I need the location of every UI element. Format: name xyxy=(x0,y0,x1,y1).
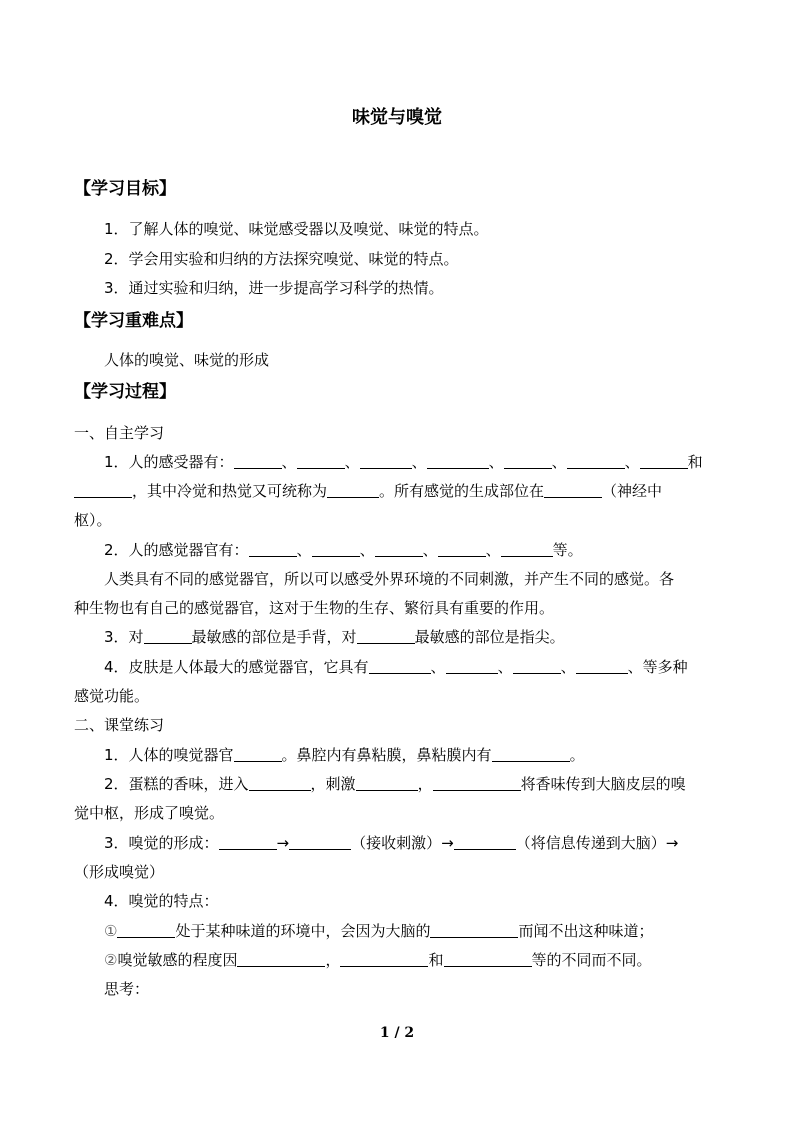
text-segment: ， xyxy=(325,951,341,969)
text-segment: 、 xyxy=(359,541,375,559)
answer-blank xyxy=(375,541,423,557)
section-heading-goals: 【学习目标】 xyxy=(74,179,176,199)
question-4-line-1 xyxy=(104,657,688,677)
text-segment: ， xyxy=(417,775,433,793)
answer-blank xyxy=(369,658,431,674)
section-heading-process: 【学习过程】 xyxy=(74,382,176,402)
text-segment: 、 xyxy=(296,541,312,559)
text-segment: 等。 xyxy=(552,541,583,559)
text-segment: ，刺激 xyxy=(310,775,356,793)
answer-blank xyxy=(356,775,418,791)
text-segment: （接收刺激） xyxy=(351,834,442,852)
text-segment: 最敏感的部位是手背，对 xyxy=(191,628,357,646)
text-segment: 2．人的感觉器官有： xyxy=(104,541,249,559)
text-segment: 1．人体的嗅觉器官 xyxy=(104,746,234,764)
question-2-line xyxy=(104,540,583,560)
text-segment: 嗅觉敏感的程度因 xyxy=(117,951,238,969)
part-heading-class-practice: 二、课堂练习 xyxy=(74,716,165,734)
text-segment: 4．皮肤是人体最大的感觉器官，它具有 xyxy=(104,658,369,676)
answer-blank xyxy=(544,482,602,498)
answer-blank xyxy=(433,775,521,791)
answer-blank xyxy=(444,951,532,967)
text-segment: → xyxy=(441,834,454,852)
answer-blank xyxy=(219,834,277,850)
answer-blank xyxy=(430,922,518,938)
answer-blank xyxy=(454,834,516,850)
text-segment: ，其中冷觉和热觉又可统称为 xyxy=(132,482,328,500)
text-segment: 3．嗅觉的形成： xyxy=(104,834,219,852)
practice-1-line xyxy=(104,745,585,765)
olfaction-trait-2 xyxy=(104,950,652,970)
text-segment: 、 xyxy=(411,453,427,471)
olfaction-trait-1 xyxy=(104,921,653,941)
answer-blank xyxy=(360,453,412,469)
goal-item: 1．了解人体的嗅觉、味觉感受器以及嗅觉、味觉的特点。 xyxy=(104,220,489,238)
document-title: 味觉与嗅觉 xyxy=(352,107,442,128)
paragraph-line: 人类具有不同的感觉器官，所以可以感受外界环境的不同刺激，并产生不同的感觉。各 xyxy=(104,570,675,588)
answer-blank xyxy=(144,628,192,644)
text-segment: （将信息传递到大脑） xyxy=(515,834,666,852)
question-4-line-2: 感觉功能。 xyxy=(74,687,150,705)
answer-blank xyxy=(289,834,351,850)
paragraph-line: 种生物也有自己的感觉器官，这对于生物的生存、繁衍具有重要的作用。 xyxy=(74,599,555,617)
page-number: 1 / 2 xyxy=(379,1025,415,1041)
text-segment: 。鼻腔内有鼻粘膜，鼻粘膜内有 xyxy=(281,746,492,764)
answer-blank xyxy=(567,453,625,469)
question-1-line-2 xyxy=(74,481,662,501)
answer-blank xyxy=(446,658,498,674)
answer-blank xyxy=(234,453,282,469)
answer-blank xyxy=(357,628,415,644)
text-segment: 和 xyxy=(428,951,444,969)
text-segment: 处于某种味道的环境中，会因为大脑的 xyxy=(175,922,431,940)
text-segment: → xyxy=(665,834,679,852)
answer-blank xyxy=(576,658,628,674)
text-segment: 等的不同而不同。 xyxy=(531,951,652,969)
text-segment: 将香味传到大脑皮层的嗅 xyxy=(520,775,686,793)
answer-blank xyxy=(237,951,325,967)
text-segment: 、 xyxy=(281,453,297,471)
text-segment: 最敏感的部位是指尖。 xyxy=(414,628,565,646)
think-label: 思考： xyxy=(104,980,150,998)
text-segment: （神经中 xyxy=(602,482,663,500)
practice-3-line-1 xyxy=(104,833,678,853)
part-heading-self-study: 一、自主学习 xyxy=(74,424,165,442)
answer-blank xyxy=(117,922,175,938)
text-segment: → xyxy=(276,834,290,852)
text-segment: 、 xyxy=(497,658,513,676)
answer-blank xyxy=(640,453,688,469)
practice-3-line-2: （形成嗅觉） xyxy=(74,863,165,881)
text-segment: 、 xyxy=(624,453,640,471)
answer-blank xyxy=(249,775,311,791)
question-1-line-1 xyxy=(104,452,703,472)
key-points-text: 人体的嗅觉、味觉的形成 xyxy=(104,351,270,369)
circled-number-2: ② xyxy=(104,951,118,969)
practice-2-line-1 xyxy=(104,774,686,794)
goal-item: 3．通过实验和归纳，进一步提高学习科学的热情。 xyxy=(104,279,444,297)
text-segment: 、 xyxy=(488,453,504,471)
answer-blank xyxy=(501,541,553,557)
text-segment: 。所有感觉的生成部位在 xyxy=(379,482,545,500)
goal-item: 2．学会用实验和归纳的方法探究嗅觉、味觉的特点。 xyxy=(104,250,459,268)
text-segment: 、 xyxy=(560,658,576,676)
answer-blank xyxy=(74,482,132,498)
question-1-line-3: 枢）。 xyxy=(74,511,112,529)
answer-blank xyxy=(492,746,570,762)
text-segment: 3．对 xyxy=(104,628,144,646)
text-segment: 。 xyxy=(569,746,585,764)
text-segment: 1．人的感受器有： xyxy=(104,453,234,471)
text-segment: 和 xyxy=(687,453,703,471)
answer-blank xyxy=(513,658,561,674)
practice-4-line: 4．嗅觉的特点： xyxy=(104,892,219,910)
text-segment: 2．蛋糕的香味，进入 xyxy=(104,775,249,793)
text-segment: 、 xyxy=(430,658,446,676)
answer-blank xyxy=(297,453,345,469)
text-segment: 、 xyxy=(422,541,438,559)
section-heading-key-points: 【学习重难点】 xyxy=(74,311,193,331)
practice-2-line-2: 觉中枢，形成了嗅觉。 xyxy=(74,804,225,822)
answer-blank xyxy=(234,746,282,762)
text-segment: 、 xyxy=(344,453,360,471)
text-segment: 、等多种 xyxy=(627,658,688,676)
text-segment: 而闻不出这种味道； xyxy=(518,922,654,940)
answer-blank xyxy=(427,453,489,469)
answer-blank xyxy=(438,541,486,557)
question-3-line xyxy=(104,627,565,647)
text-segment: 、 xyxy=(485,541,501,559)
answer-blank xyxy=(312,541,360,557)
answer-blank xyxy=(340,951,428,967)
circled-number-1: ① xyxy=(104,922,118,940)
answer-blank xyxy=(327,482,379,498)
answer-blank xyxy=(504,453,552,469)
answer-blank xyxy=(249,541,297,557)
text-segment: 、 xyxy=(551,453,567,471)
